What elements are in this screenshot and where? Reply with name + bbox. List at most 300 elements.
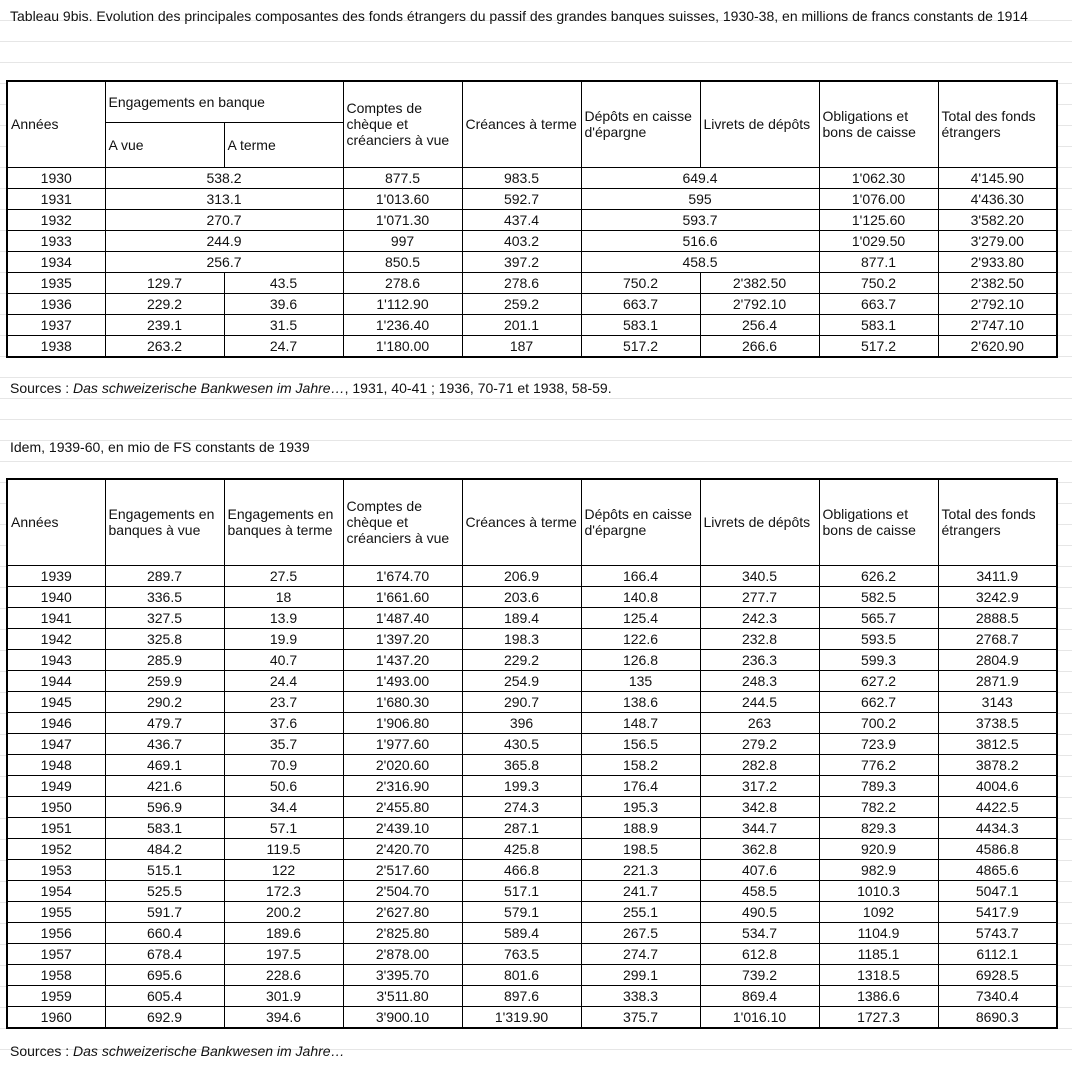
cell-eng-vue: 695.6	[105, 964, 224, 985]
cell-year: 1938	[7, 335, 105, 357]
cell-obligations: 1'076.00	[819, 188, 938, 209]
cell-eng-vue: 515.1	[105, 859, 224, 880]
table-row	[7, 565, 1057, 586]
cell-total: 7340.4	[938, 985, 1057, 1006]
cell-eng-terme: 301.9	[224, 985, 343, 1006]
cell-year: 1943	[7, 649, 105, 670]
cell-obligations: 626.2	[819, 565, 938, 586]
cell-year: 1939	[7, 565, 105, 586]
cell-depots: 267.5	[581, 922, 700, 943]
header-a-vue: A vue	[105, 122, 224, 167]
cell-obligations: 1185.1	[819, 943, 938, 964]
table-row	[7, 649, 1057, 670]
cell-obligations: 1'062.30	[819, 167, 938, 188]
cell-eng-terme: 18	[224, 586, 343, 607]
cell-total: 5417.9	[938, 901, 1057, 922]
table-row	[7, 943, 1057, 964]
cell-livrets: 2'382.50	[700, 272, 819, 293]
header-eng-terme: Engagements en banques à terme	[224, 479, 343, 565]
cell-livrets: 263	[700, 712, 819, 733]
cell-creances: 466.8	[462, 859, 581, 880]
cell-eng-terme: 19.9	[224, 628, 343, 649]
header-total: Total des fonds étrangers	[938, 479, 1057, 565]
cell-creances: 897.6	[462, 985, 581, 1006]
cell-year: 1960	[7, 1006, 105, 1028]
cell-obligations: 1092	[819, 901, 938, 922]
cell-eng-vue: 436.7	[105, 733, 224, 754]
cell-depots-livrets: 458.5	[581, 251, 819, 272]
header-comptes: Comptes de chèque et créanciers à vue	[343, 81, 462, 167]
cell-creances: 397.2	[462, 251, 581, 272]
cell-total: 4004.6	[938, 775, 1057, 796]
cell-livrets: 490.5	[700, 901, 819, 922]
cell-depots: 338.3	[581, 985, 700, 1006]
cell-year: 1953	[7, 859, 105, 880]
cell-eng-vue: 469.1	[105, 754, 224, 775]
cell-obligations: 1104.9	[819, 922, 938, 943]
cell-depots-livrets: 516.6	[581, 230, 819, 251]
cell-creances: 199.3	[462, 775, 581, 796]
cell-comptes: 2'420.70	[343, 838, 462, 859]
cell-year: 1934	[7, 251, 105, 272]
cell-obligations: 750.2	[819, 272, 938, 293]
cell-creances: 983.5	[462, 167, 581, 188]
cell-total: 4434.3	[938, 817, 1057, 838]
table-1939-60	[6, 478, 1058, 1029]
cell-total: 2'747.10	[938, 314, 1057, 335]
cell-depots-livrets: 649.4	[581, 167, 819, 188]
cell-obligations: 583.1	[819, 314, 938, 335]
cell-creances: 290.7	[462, 691, 581, 712]
cell-depots: 188.9	[581, 817, 700, 838]
cell-total: 4865.6	[938, 859, 1057, 880]
cell-livrets: 317.2	[700, 775, 819, 796]
cell-creances: 206.9	[462, 565, 581, 586]
cell-depots: 125.4	[581, 607, 700, 628]
cell-livrets: 242.3	[700, 607, 819, 628]
table-row	[7, 922, 1057, 943]
cell-depots: 583.1	[581, 314, 700, 335]
cell-total: 6112.1	[938, 943, 1057, 964]
cell-a-vue: 263.2	[105, 335, 224, 357]
cell-creances: 229.2	[462, 649, 581, 670]
header-eng-vue: Engagements en banques à vue	[105, 479, 224, 565]
cell-obligations: 700.2	[819, 712, 938, 733]
header-creances: Créances à terme	[462, 81, 581, 167]
cell-depots: 198.5	[581, 838, 700, 859]
cell-year: 1955	[7, 901, 105, 922]
cell-year: 1933	[7, 230, 105, 251]
cell-depots: 166.4	[581, 565, 700, 586]
cell-obligations: 627.2	[819, 670, 938, 691]
table-row	[7, 859, 1057, 880]
cell-livrets: 248.3	[700, 670, 819, 691]
cell-year: 1942	[7, 628, 105, 649]
cell-engagements: 270.7	[105, 209, 343, 230]
cell-eng-vue: 484.2	[105, 838, 224, 859]
cell-obligations: 1'125.60	[819, 209, 938, 230]
cell-eng-terme: 172.3	[224, 880, 343, 901]
table-row	[7, 670, 1057, 691]
table-title: Tableau 9bis. Evolution des principales composantes des fonds étrangers du passif des grandes banques suisses, 1930-38, en millions de francs constants de 1914	[10, 8, 1028, 24]
cell-obligations: 662.7	[819, 691, 938, 712]
cell-year: 1950	[7, 796, 105, 817]
table-row	[7, 817, 1057, 838]
cell-obligations: 1010.3	[819, 880, 938, 901]
cell-total: 6928.5	[938, 964, 1057, 985]
cell-engagements: 244.9	[105, 230, 343, 251]
table-row	[7, 272, 1057, 293]
cell-depots: 750.2	[581, 272, 700, 293]
cell-eng-terme: 23.7	[224, 691, 343, 712]
cell-livrets: 612.8	[700, 943, 819, 964]
cell-livrets: 279.2	[700, 733, 819, 754]
cell-depots: 140.8	[581, 586, 700, 607]
cell-livrets: 739.2	[700, 964, 819, 985]
cell-year: 1947	[7, 733, 105, 754]
cell-obligations: 517.2	[819, 335, 938, 357]
cell-eng-vue: 421.6	[105, 775, 224, 796]
cell-obligations: 829.3	[819, 817, 938, 838]
table-row	[7, 712, 1057, 733]
cell-obligations: 663.7	[819, 293, 938, 314]
table-row	[7, 251, 1057, 272]
cell-comptes: 2'627.80	[343, 901, 462, 922]
cell-livrets: 340.5	[700, 565, 819, 586]
cell-livrets: 869.4	[700, 985, 819, 1006]
cell-depots: 176.4	[581, 775, 700, 796]
cell-depots-livrets: 595	[581, 188, 819, 209]
cell-creances: 198.3	[462, 628, 581, 649]
cell-obligations: 1318.5	[819, 964, 938, 985]
cell-creances: 259.2	[462, 293, 581, 314]
cell-total: 3143	[938, 691, 1057, 712]
table-row	[7, 335, 1057, 357]
cell-depots: 375.7	[581, 1006, 700, 1028]
cell-depots: 517.2	[581, 335, 700, 357]
cell-eng-vue: 583.1	[105, 817, 224, 838]
table-row	[7, 754, 1057, 775]
cell-eng-terme: 24.4	[224, 670, 343, 691]
cell-year: 1944	[7, 670, 105, 691]
cell-depots: 126.8	[581, 649, 700, 670]
cell-year: 1946	[7, 712, 105, 733]
cell-eng-terme: 200.2	[224, 901, 343, 922]
table-1-body	[7, 167, 1057, 357]
cell-a-vue: 239.1	[105, 314, 224, 335]
cell-total: 2888.5	[938, 607, 1057, 628]
cell-depots: 122.6	[581, 628, 700, 649]
cell-total: 3878.2	[938, 754, 1057, 775]
cell-comptes: 997	[343, 230, 462, 251]
table-row	[7, 209, 1057, 230]
cell-year: 1930	[7, 167, 105, 188]
header-a-terme: A terme	[224, 122, 343, 167]
cell-depots: 274.7	[581, 943, 700, 964]
table-row	[7, 628, 1057, 649]
cell-comptes: 1'236.40	[343, 314, 462, 335]
cell-a-terme: 43.5	[224, 272, 343, 293]
cell-eng-vue: 660.4	[105, 922, 224, 943]
cell-comptes: 1'180.00	[343, 335, 462, 357]
table-row	[7, 314, 1057, 335]
table-1930-38	[6, 80, 1058, 358]
cell-comptes: 2'504.70	[343, 880, 462, 901]
cell-depots: 138.6	[581, 691, 700, 712]
cell-eng-vue: 325.8	[105, 628, 224, 649]
cell-comptes: 1'487.40	[343, 607, 462, 628]
table-row	[7, 901, 1057, 922]
cell-total: 3738.5	[938, 712, 1057, 733]
cell-livrets: 344.7	[700, 817, 819, 838]
header-creances: Créances à terme	[462, 479, 581, 565]
cell-year: 1954	[7, 880, 105, 901]
cell-comptes: 1'112.90	[343, 293, 462, 314]
sources-title: Das schweizerische Bankwesen im Jahre…	[73, 380, 345, 396]
cell-creances: 579.1	[462, 901, 581, 922]
cell-livrets: 266.6	[700, 335, 819, 357]
cell-eng-terme: 394.6	[224, 1006, 343, 1028]
cell-comptes: 2'878.00	[343, 943, 462, 964]
cell-a-terme: 24.7	[224, 335, 343, 357]
cell-total: 2'620.90	[938, 335, 1057, 357]
cell-obligations: 1386.6	[819, 985, 938, 1006]
cell-eng-terme: 34.4	[224, 796, 343, 817]
cell-obligations: 1727.3	[819, 1006, 938, 1028]
cell-total: 5743.7	[938, 922, 1057, 943]
table-2-title: Idem, 1939-60, en mio de FS constants de 1939	[10, 439, 310, 455]
cell-creances: 254.9	[462, 670, 581, 691]
cell-comptes: 2'020.60	[343, 754, 462, 775]
cell-eng-vue: 290.2	[105, 691, 224, 712]
header-livrets: Livrets de dépôts	[700, 479, 819, 565]
cell-year: 1936	[7, 293, 105, 314]
cell-eng-terme: 13.9	[224, 607, 343, 628]
cell-creances: 1'319.90	[462, 1006, 581, 1028]
cell-creances: 517.1	[462, 880, 581, 901]
cell-livrets: 362.8	[700, 838, 819, 859]
cell-comptes: 1'661.60	[343, 586, 462, 607]
cell-creances: 187	[462, 335, 581, 357]
cell-total: 3'279.00	[938, 230, 1057, 251]
cell-comptes: 2'455.80	[343, 796, 462, 817]
cell-comptes: 877.5	[343, 167, 462, 188]
table-row	[7, 230, 1057, 251]
cell-eng-terme: 57.1	[224, 817, 343, 838]
cell-comptes: 3'395.70	[343, 964, 462, 985]
cell-eng-vue: 289.7	[105, 565, 224, 586]
cell-livrets: 256.4	[700, 314, 819, 335]
cell-year: 1949	[7, 775, 105, 796]
header-obligations: Obligations et bons de caisse	[819, 81, 938, 167]
table-row	[7, 796, 1057, 817]
cell-total: 3812.5	[938, 733, 1057, 754]
cell-year: 1932	[7, 209, 105, 230]
cell-comptes: 1'906.80	[343, 712, 462, 733]
cell-livrets: 2'792.10	[700, 293, 819, 314]
table-row	[7, 188, 1057, 209]
cell-eng-vue: 605.4	[105, 985, 224, 1006]
cell-total: 3242.9	[938, 586, 1057, 607]
sources-prefix: Sources :	[10, 1043, 74, 1059]
cell-creances: 201.1	[462, 314, 581, 335]
sources-title: Das schweizerische Bankwesen im Jahre…	[73, 1043, 345, 1059]
cell-eng-vue: 678.4	[105, 943, 224, 964]
cell-total: 5047.1	[938, 880, 1057, 901]
cell-comptes: 1'680.30	[343, 691, 462, 712]
cell-eng-terme: 35.7	[224, 733, 343, 754]
cell-depots: 135	[581, 670, 700, 691]
cell-year: 1959	[7, 985, 105, 1006]
cell-eng-terme: 27.5	[224, 565, 343, 586]
cell-year: 1941	[7, 607, 105, 628]
cell-obligations: 582.5	[819, 586, 938, 607]
cell-depots: 221.3	[581, 859, 700, 880]
cell-total: 8690.3	[938, 1006, 1057, 1028]
cell-engagements: 538.2	[105, 167, 343, 188]
cell-livrets: 277.7	[700, 586, 819, 607]
cell-year: 1935	[7, 272, 105, 293]
cell-depots: 255.1	[581, 901, 700, 922]
sources-note-2	[10, 1041, 345, 1061]
cell-creances: 278.6	[462, 272, 581, 293]
cell-depots: 663.7	[581, 293, 700, 314]
sources-suffix: , 1931, 40-41 ; 1936, 70-71 et 1938, 58-59.	[344, 380, 612, 396]
cell-obligations: 1'029.50	[819, 230, 938, 251]
cell-year: 1937	[7, 314, 105, 335]
cell-eng-terme: 189.6	[224, 922, 343, 943]
cell-total: 2'792.10	[938, 293, 1057, 314]
cell-eng-vue: 692.9	[105, 1006, 224, 1028]
cell-total: 3411.9	[938, 565, 1057, 586]
cell-depots: 148.7	[581, 712, 700, 733]
cell-comptes: 1'013.60	[343, 188, 462, 209]
cell-total: 2'933.80	[938, 251, 1057, 272]
header-engagements: Engagements en banque	[105, 81, 343, 122]
table-row	[7, 691, 1057, 712]
cell-year: 1951	[7, 817, 105, 838]
cell-obligations: 877.1	[819, 251, 938, 272]
header-obligations: Obligations et bons de caisse	[819, 479, 938, 565]
cell-total: 4422.5	[938, 796, 1057, 817]
cell-eng-vue: 336.5	[105, 586, 224, 607]
cell-comptes: 2'825.80	[343, 922, 462, 943]
cell-comptes: 1'071.30	[343, 209, 462, 230]
cell-creances: 396	[462, 712, 581, 733]
cell-eng-terme: 40.7	[224, 649, 343, 670]
cell-a-vue: 129.7	[105, 272, 224, 293]
cell-comptes: 1'674.70	[343, 565, 462, 586]
table-row	[7, 964, 1057, 985]
cell-creances: 365.8	[462, 754, 581, 775]
cell-obligations: 789.3	[819, 775, 938, 796]
cell-depots: 299.1	[581, 964, 700, 985]
cell-creances: 287.1	[462, 817, 581, 838]
table-row	[7, 167, 1057, 188]
cell-creances: 763.5	[462, 943, 581, 964]
cell-creances: 203.6	[462, 586, 581, 607]
cell-obligations: 920.9	[819, 838, 938, 859]
cell-eng-terme: 228.6	[224, 964, 343, 985]
cell-obligations: 982.9	[819, 859, 938, 880]
cell-comptes: 2'517.60	[343, 859, 462, 880]
table-row	[7, 985, 1057, 1006]
cell-eng-vue: 259.9	[105, 670, 224, 691]
cell-year: 1958	[7, 964, 105, 985]
cell-depots-livrets: 593.7	[581, 209, 819, 230]
cell-year: 1940	[7, 586, 105, 607]
cell-eng-terme: 119.5	[224, 838, 343, 859]
cell-creances: 403.2	[462, 230, 581, 251]
table-row	[7, 1006, 1057, 1028]
cell-eng-vue: 525.5	[105, 880, 224, 901]
cell-eng-vue: 596.9	[105, 796, 224, 817]
cell-comptes: 1'437.20	[343, 649, 462, 670]
cell-eng-terme: 37.6	[224, 712, 343, 733]
cell-year: 1931	[7, 188, 105, 209]
cell-year: 1952	[7, 838, 105, 859]
cell-a-terme: 39.6	[224, 293, 343, 314]
cell-creances: 425.8	[462, 838, 581, 859]
cell-depots: 158.2	[581, 754, 700, 775]
cell-creances: 589.4	[462, 922, 581, 943]
cell-a-vue: 229.2	[105, 293, 224, 314]
cell-obligations: 565.7	[819, 607, 938, 628]
cell-total: 2804.9	[938, 649, 1057, 670]
cell-obligations: 776.2	[819, 754, 938, 775]
table-row	[7, 733, 1057, 754]
cell-creances: 592.7	[462, 188, 581, 209]
cell-year: 1956	[7, 922, 105, 943]
cell-comptes: 1'493.00	[343, 670, 462, 691]
cell-comptes: 278.6	[343, 272, 462, 293]
cell-comptes: 1'977.60	[343, 733, 462, 754]
header-annees: Années	[7, 479, 105, 565]
cell-creances: 430.5	[462, 733, 581, 754]
cell-year: 1945	[7, 691, 105, 712]
cell-engagements: 313.1	[105, 188, 343, 209]
cell-obligations: 782.2	[819, 796, 938, 817]
table-row	[7, 775, 1057, 796]
header-comptes: Comptes de chèque et créanciers à vue	[343, 479, 462, 565]
cell-total: 3'582.20	[938, 209, 1057, 230]
cell-creances: 437.4	[462, 209, 581, 230]
table-row	[7, 293, 1057, 314]
cell-year: 1948	[7, 754, 105, 775]
header-annees: Années	[7, 81, 105, 167]
cell-eng-vue: 479.7	[105, 712, 224, 733]
cell-livrets: 232.8	[700, 628, 819, 649]
cell-comptes: 3'900.10	[343, 1006, 462, 1028]
cell-depots: 241.7	[581, 880, 700, 901]
sources-prefix: Sources :	[10, 380, 74, 396]
cell-total: 4'436.30	[938, 188, 1057, 209]
table-row	[7, 880, 1057, 901]
cell-total: 2871.9	[938, 670, 1057, 691]
sources-note-1	[10, 378, 612, 398]
cell-comptes: 2'316.90	[343, 775, 462, 796]
cell-year: 1957	[7, 943, 105, 964]
cell-depots: 195.3	[581, 796, 700, 817]
cell-livrets: 282.8	[700, 754, 819, 775]
cell-eng-terme: 70.9	[224, 754, 343, 775]
cell-total: 4'145.90	[938, 167, 1057, 188]
cell-engagements: 256.7	[105, 251, 343, 272]
cell-livrets: 1'016.10	[700, 1006, 819, 1028]
header-depots: Dépôts en caisse d'épargne	[581, 479, 700, 565]
table-row	[7, 607, 1057, 628]
header-total: Total des fonds étrangers	[938, 81, 1057, 167]
